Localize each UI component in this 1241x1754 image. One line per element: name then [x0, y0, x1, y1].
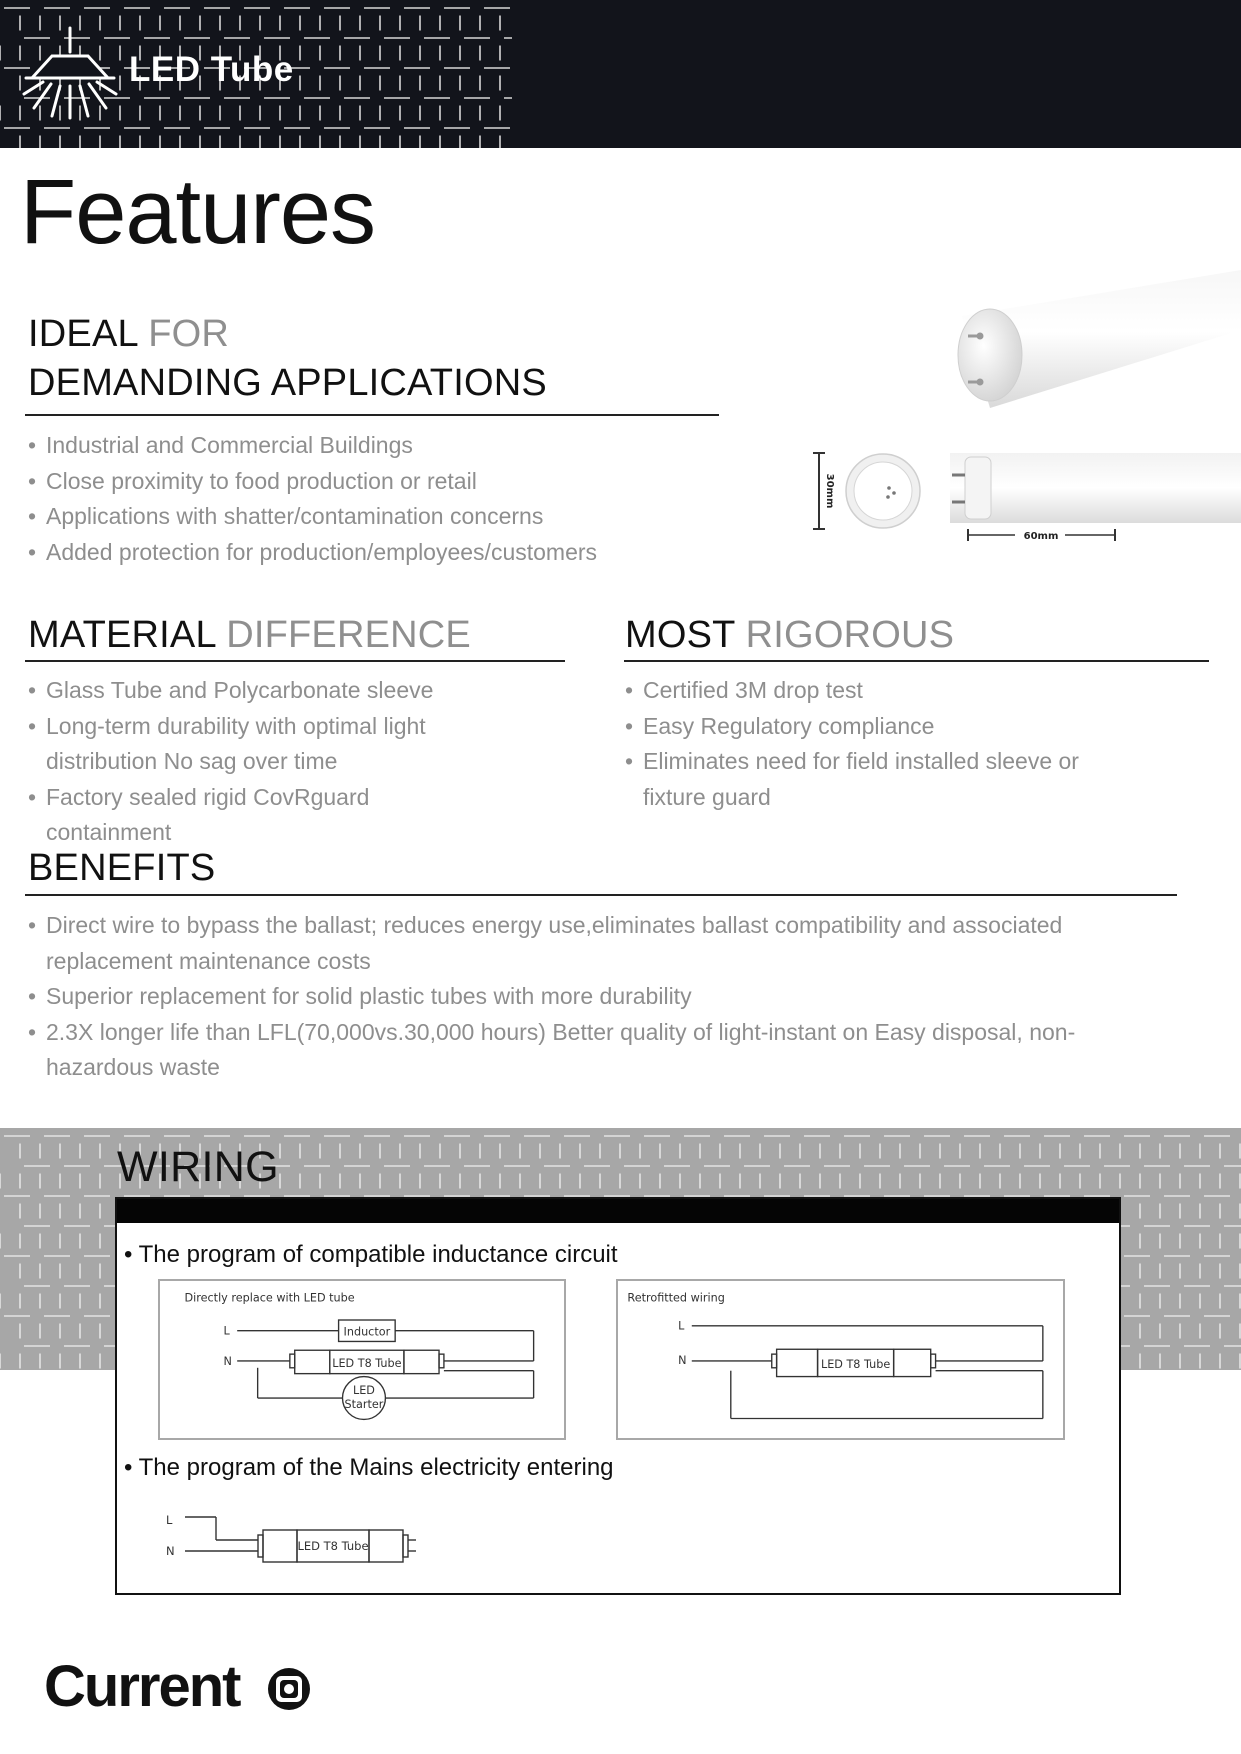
program1-label: • The program of compatible inductance circuit	[124, 1241, 618, 1268]
ideal-heading	[28, 310, 547, 408]
diagram1-tube-label: LED T8 Tube	[332, 1356, 402, 1370]
diagram2-N-label: N	[678, 1353, 687, 1367]
material-heading	[28, 611, 471, 660]
list-item: • Certified 3M drop test	[625, 673, 1100, 709]
length-label: 60mm	[1023, 531, 1059, 542]
wiring-panel-bar	[117, 1199, 1119, 1223]
benefits-heading: BENEFITS	[28, 847, 216, 889]
rigorous-heading-dark: MOST	[625, 614, 735, 656]
material-divider	[25, 660, 565, 662]
list-item: • Applications with shatter/contamination concerns	[28, 499, 728, 535]
starter-label-line2: Starter	[344, 1397, 384, 1411]
rigorous-heading-grey: RIGOROUS	[745, 614, 955, 656]
page-title: Features	[20, 161, 376, 263]
brand-logo-wordmark: Current	[44, 1654, 240, 1719]
ideal-heading-dark: IDEAL	[28, 313, 138, 355]
list-item: • Industrial and Commercial Buildings	[28, 428, 728, 464]
ideal-list	[28, 428, 728, 570]
diagram2-L-label: L	[678, 1319, 685, 1333]
ideal-heading-grey: FOR	[148, 313, 229, 355]
diagram2-tube-label: LED T8 Tube	[820, 1357, 891, 1371]
mains-wiring-diagram	[158, 1500, 488, 1570]
material-list	[28, 673, 483, 851]
led-tube-photo	[950, 268, 1241, 418]
rigorous-list	[625, 673, 1100, 815]
diameter-label: 30mm	[824, 473, 835, 509]
inductance-wiring-diagram	[158, 1279, 566, 1440]
diagram2-caption: Retrofitted wiring	[627, 1291, 725, 1305]
retrofitted-wiring-diagram	[616, 1279, 1065, 1440]
list-item: • Easy Regulatory compliance	[625, 709, 1100, 745]
program2-label: • The program of the Mains electricity entering	[124, 1454, 614, 1481]
list-item: • Added protection for production/employees/customers	[28, 535, 728, 571]
diagram3-N-label: N	[166, 1544, 175, 1558]
rigorous-divider	[624, 660, 1209, 662]
list-item: • Eliminates need for field installed sleeve or fixture guard	[625, 744, 1100, 815]
lamp-icon	[18, 26, 122, 122]
list-item: • Superior replacement for solid plastic tubes with more durability	[28, 979, 1178, 1015]
benefits-divider	[25, 894, 1177, 896]
list-item: • Factory sealed rigid CovRguard containment	[28, 780, 483, 851]
material-heading-dark: MATERIAL	[28, 614, 216, 656]
inductor-label: Inductor	[343, 1325, 391, 1339]
material-heading-grey: DIFFERENCE	[226, 614, 471, 656]
rigorous-heading	[625, 611, 954, 660]
benefits-list	[28, 908, 1178, 1086]
ideal-heading-line2: DEMANDING APPLICATIONS	[28, 362, 547, 404]
led-tube-dimension-drawing	[805, 445, 1241, 560]
diagram1-N-label: N	[223, 1354, 232, 1368]
list-item: • Direct wire to bypass the ballast; reduces energy use,eliminates ballast compatibility and associated replacement maintenance costs	[28, 908, 1178, 979]
header-title: LED Tube	[129, 50, 294, 89]
list-item: • Close proximity to food production or retail	[28, 464, 728, 500]
diagram1-L-label: L	[223, 1324, 230, 1338]
list-item: • 2.3X longer life than LFL(70,000vs.30,000 hours) Better quality of light-instant on Easy disposal, non-hazardous waste	[28, 1015, 1178, 1086]
diagram3-L-label: L	[166, 1513, 173, 1527]
starter-label-line1: LED	[352, 1384, 375, 1398]
brand-logo-icon	[266, 1666, 312, 1712]
ideal-divider	[25, 414, 719, 416]
list-item: • Glass Tube and Polycarbonate sleeve	[28, 673, 483, 709]
program2-label-text: The program of the Mains electricity entering	[138, 1454, 614, 1481]
wiring-title: WIRING	[117, 1143, 279, 1191]
diagram3-tube-label: LED T8 Tube	[297, 1539, 369, 1553]
program1-label-text: The program of compatible inductance circuit	[138, 1241, 618, 1268]
list-item: • Long-term durability with optimal light distribution No sag over time	[28, 709, 483, 780]
diagram1-caption: Directly replace with LED tube	[184, 1291, 355, 1305]
